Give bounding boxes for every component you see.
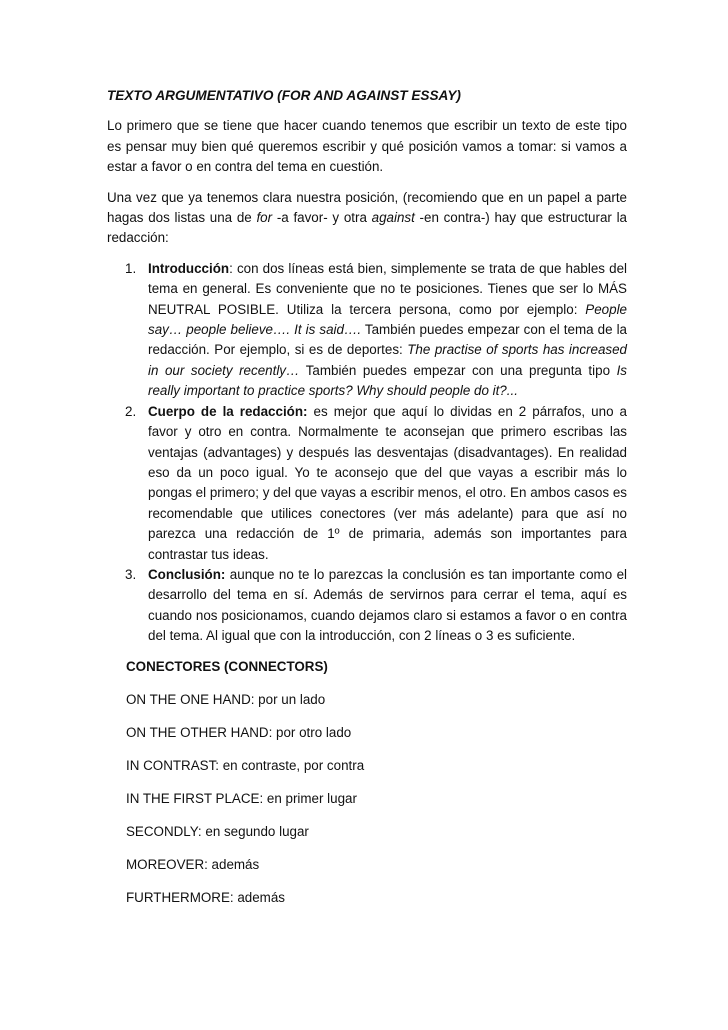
conclusion-text: aunque no te lo parezcas la conclusión es tan importante como el desarrollo del tema en sí. Además de servirnos para cerrar el tema, aquí es cuando nos posicionamos, cuando dejamos claro si estamos a favor o en contra del tema. Al igual que con la introducción, con 2 líneas o 3 es suficiente. [148,566,627,644]
list-number: 1. [125,260,137,276]
introduction-text-2: También puedes empezar con el tema de la redacción. Por ejemplo, si es de deportes: [148,322,628,358]
list-number: 3. [125,566,137,582]
connector-item: ON THE OTHER HAND: por otro lado [126,724,352,740]
connector-item: IN CONTRAST: en contraste, por contra [126,757,365,773]
list-number: 2. [125,403,137,419]
list-item-introduction [107,259,627,402]
introduction-text-1: : con dos líneas está bien, simplemente se trata de que hables del tema en general. Es conveniente que no te posiciones. Tienes que ser lo MÁS NEUTRAL POSIBLE. Utiliza la tercera persona, como por ejemplo: [148,260,627,317]
against-word: against [371,210,415,226]
connector-item: SECONDLY: en segundo lugar [126,823,309,839]
introduction-text-3: También puedes empezar con una pregunta tipo [299,362,617,378]
list-item-conclusion [107,565,627,647]
body-heading: Cuerpo de la redacción: [148,403,308,419]
introduction-heading: Introducción [148,260,230,276]
connector-item: IN THE FIRST PLACE: en primer lugar [126,790,357,806]
introduction-example-1: People say… people believe…. It is said…. [148,301,627,338]
connectors-heading: CONECTORES (CONNECTORS) [126,658,328,674]
connector-item: ON THE ONE HAND: por un lado [126,691,326,707]
introduction-example-2: The practise of sports has increased in our society recently… [148,342,627,378]
body-text: es mejor que aquí lo dividas en 2 párrafos, uno a favor y otro en contra. Normalmente te aconsejan que primero escribas las ventajas (advantages) y después las desventajas (disadvantages). En realidad eso da un poco igual. Yo te aconsejo que del que vayas a escribir más lo pongas el primero; y del que vayas a escribir menos, el otro. En ambos casos es recomendable que utilices conectores (ver más adelante) para que así no parezca una redacción de 1º de primaria, además son importantes para contrastar tus ideas. [148,403,627,562]
conclusion-heading: Conclusión: [148,566,226,582]
essay-structure-list [107,259,627,647]
structure-text-a: Una vez que ya tenemos clara nuestra posición, (recomiendo que en un papel a parte hagas dos listas una de [107,189,627,226]
structure-text-b: -a favor- y otra [272,210,372,226]
document-title: TEXTO ARGUMENTATIVO (FOR AND AGAINST ESSAY) [107,88,461,103]
introduction-example-3: Is really important to practice sports? Why should people do it?... [148,362,627,399]
structure-paragraph [107,188,627,249]
list-item-body [107,402,627,565]
connector-item: FURTHERMORE: además [126,889,285,905]
document-page [107,86,627,921]
for-word: for [256,210,273,226]
connectors-section [107,657,627,908]
structure-text-c: -en contra-) hay que estructurar la redacción: [107,210,627,246]
connector-item: MOREOVER: además [126,856,260,872]
intro-paragraph: Lo primero que se tiene que hacer cuando tenemos que escribir un texto de este tipo es pensar muy bien qué queremos escribir y qué posición vamos a tomar: si vamos a estar a favor o en contra del tema en cuestión. [107,118,627,175]
